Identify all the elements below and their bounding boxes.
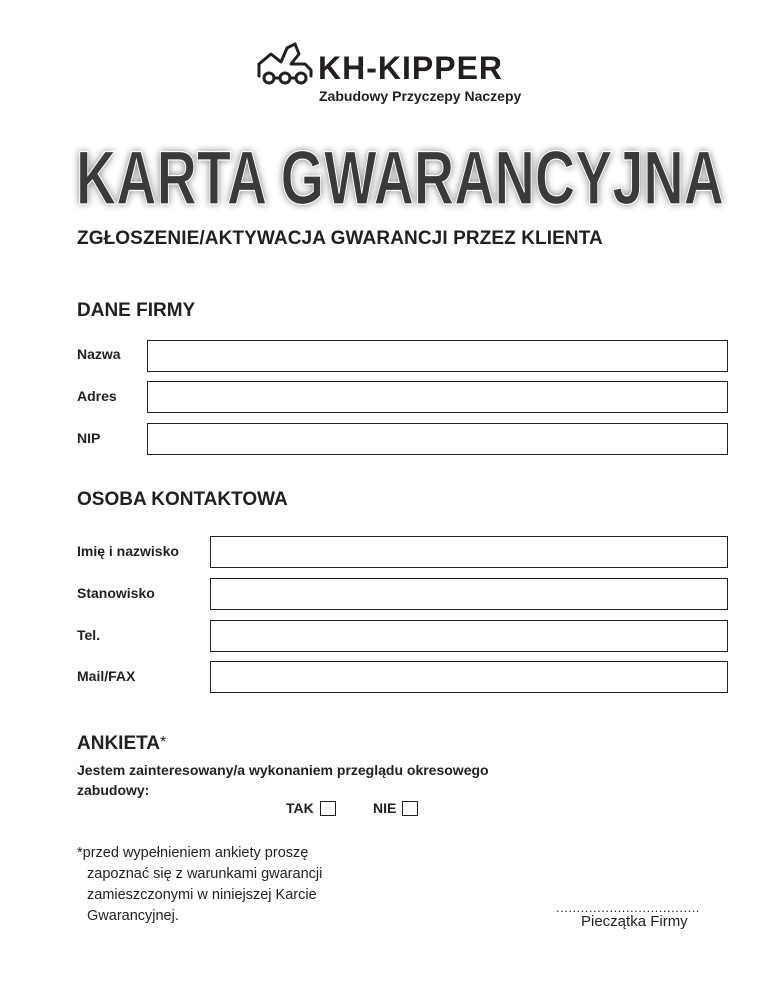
- name-label: Nazwa: [77, 346, 121, 362]
- survey-heading-text: ANKIETA: [77, 733, 161, 754]
- phone-label: Tel.: [77, 627, 101, 643]
- option-no[interactable]: [373, 800, 418, 816]
- name-field[interactable]: [147, 340, 728, 372]
- footnote-first-line: przed wypełnieniem ankiety proszę: [82, 845, 309, 861]
- footnote-body: zapoznać się z warunkami gwarancji zamieszczonymi w niniejszej Karcie Gwarancyjnej.: [87, 866, 323, 924]
- truck-icon: [255, 40, 315, 86]
- phone-field[interactable]: [210, 620, 728, 652]
- option-yes[interactable]: [286, 800, 336, 816]
- position-field[interactable]: [210, 578, 728, 610]
- title-text: KARTA GWARANCYJNA: [76, 136, 724, 216]
- document-title: [60, 132, 740, 216]
- option-yes-checkbox[interactable]: [320, 801, 336, 816]
- form-subtitle: ZGŁOSZENIE/AKTYWACJA GWARANCJI PRZEZ KLIENTA: [77, 228, 603, 249]
- company-section-heading: DANE FIRMY: [77, 300, 196, 321]
- survey-asterisk: *: [160, 734, 167, 751]
- position-label: Stanowisko: [77, 585, 155, 601]
- survey-question: Jestem zainteresowany/a wykonaniem przeglądu okresowego zabudowy:: [77, 762, 489, 798]
- fullname-field[interactable]: [210, 536, 728, 568]
- stamp-label: Pieczątka Firmy: [581, 913, 688, 930]
- brand-tagline: Zabudowy Przyczepy Naczepy: [319, 88, 522, 104]
- option-no-checkbox[interactable]: [402, 801, 418, 816]
- footnote-asterisk: *: [77, 845, 83, 861]
- survey-heading: [77, 733, 166, 755]
- nip-label: NIP: [77, 430, 101, 446]
- survey-footnote: [77, 843, 397, 927]
- stamp-line: ...................................: [556, 900, 700, 915]
- address-field[interactable]: [147, 381, 728, 413]
- contact-section-heading: OSOBA KONTAKTOWA: [77, 489, 288, 510]
- brand-name: KH-KIPPER: [318, 50, 504, 86]
- email-fax-field[interactable]: [210, 661, 728, 693]
- address-label: Adres: [77, 388, 117, 404]
- option-no-label: NIE: [373, 800, 397, 816]
- svg-text:KARTA GWARANCYJNA: KARTA GWARANCYJNA: [76, 136, 724, 216]
- fullname-label: Imię i nazwisko: [77, 543, 179, 559]
- nip-field[interactable]: [147, 423, 728, 455]
- email-fax-label: Mail/FAX: [77, 668, 136, 684]
- option-yes-label: TAK: [286, 800, 314, 816]
